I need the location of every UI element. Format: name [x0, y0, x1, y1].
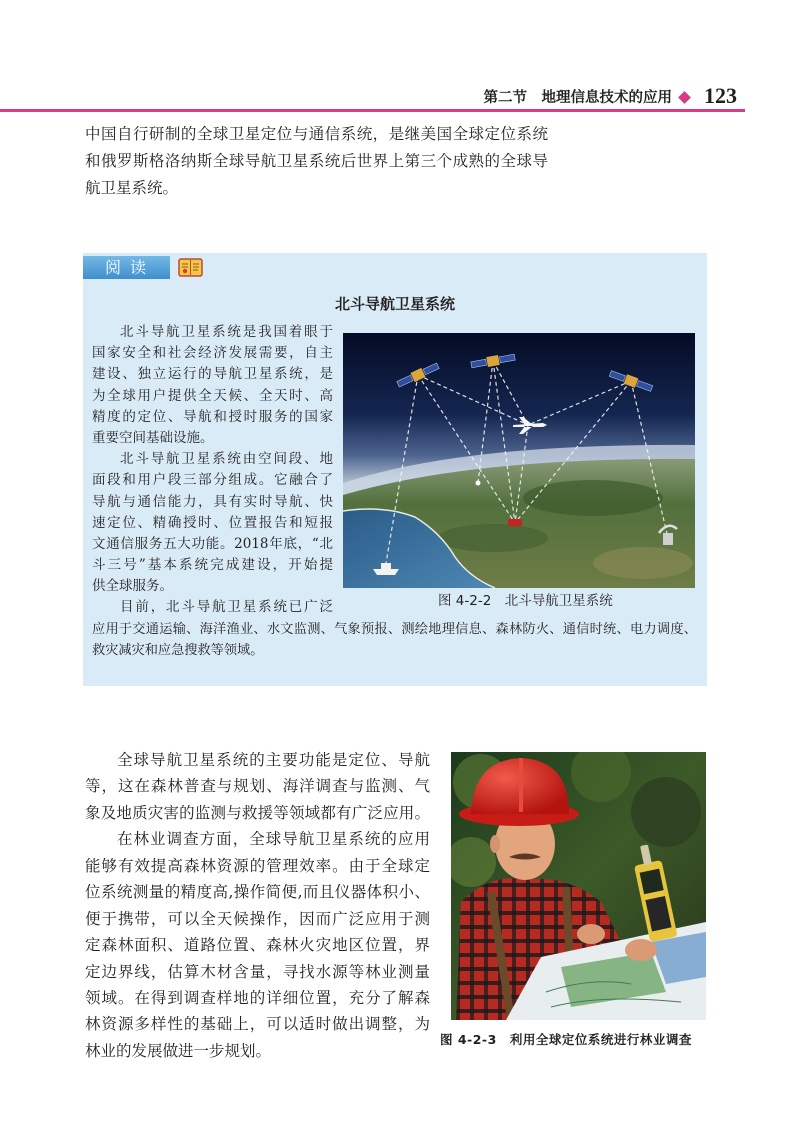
text-line: 定边界线，估算木材含量，寻找水源等林业测量	[85, 962, 430, 981]
left-hand	[577, 924, 605, 944]
text-line: 导航与通信能力，具有实时导航、快	[92, 493, 333, 510]
reading-box	[83, 253, 707, 686]
mountain-patch	[438, 524, 548, 552]
reading-title: 北斗导航卫星系统	[334, 295, 455, 313]
field-patch	[593, 547, 693, 579]
text-line: 北斗导航卫星系统由空间段、地	[120, 451, 333, 468]
text-line: 中国自行研制的全球卫星定位与通信系统，是继美国全球定位系统	[85, 125, 548, 143]
text-line: 目前，北斗导航卫星系统已广泛	[120, 599, 333, 616]
ground-receiver	[476, 481, 481, 486]
text-line: 在林业调查方面，全球导航卫星系统的应用	[117, 830, 430, 849]
text-line: 航卫星系统。	[85, 179, 179, 197]
text-line: 供全球服务。	[92, 578, 173, 595]
station-base	[663, 533, 673, 545]
mountain-patch	[523, 480, 663, 516]
body-paragraph	[85, 747, 430, 1064]
ear	[490, 835, 500, 853]
beidou-satellite-illustration	[343, 333, 695, 588]
book-icon	[178, 257, 203, 278]
figure-caption: 图 4-2-2 北斗导航卫星系统	[438, 593, 613, 609]
text-line: 国家安全和社会经济发展需要，自主	[92, 345, 333, 362]
text-line: 位系统测量的精度高,操作简便,而且仪器体积小、	[85, 883, 430, 902]
text-line: 林资源多样性的基础上，可以适时做出调整，为	[85, 1015, 430, 1034]
text-line: 便于携带，可以全天候操作，因而广泛应用于测	[85, 909, 430, 928]
text-line: 领域。在得到调查样地的详细位置，充分了解森	[85, 988, 430, 1007]
text-line: 定森林面积、道路位置、森林火灾地区位置，界	[85, 936, 430, 955]
text-line: 面段和用户段三部分组成。它融合了	[92, 472, 333, 489]
header-rule	[0, 109, 745, 112]
text-line: 为全球用户提供全天候、全天时、高	[92, 387, 333, 404]
reading-full-width-text	[92, 619, 697, 661]
text-line: 全球导航卫星系统的主要功能是定位、导航	[117, 751, 430, 769]
text-line: 速定位、精确授时、位置报告和短报	[92, 514, 333, 531]
text-line: 救灾减灾和应急搜救等领域。	[92, 643, 264, 659]
right-hand	[625, 939, 657, 961]
text-line: 能够有效提高森林资源的管理效率。由于全球定	[85, 856, 430, 875]
text-line: 建设、独立运行的导航卫星系统，是	[92, 366, 333, 383]
text-line: 文通信服务五大功能。2018年底，“北	[92, 535, 333, 552]
text-line: 林业的发展做进一步规划。	[85, 1041, 272, 1060]
section-header: 第二节 地理信息技术的应用	[483, 90, 672, 106]
vehicle-icon	[508, 519, 522, 526]
forestry-survey-photo	[451, 752, 706, 1020]
text-line: 象及地质灾害的监测与救援等领域都有广泛应用。	[85, 803, 430, 822]
reading-tab: 阅 读	[83, 256, 170, 279]
text-line: 等，这在森林普查与规划、海洋调查与监测、气	[85, 777, 430, 796]
text-line: 和俄罗斯格洛纳斯全球导航卫星系统后世界上第三个成熟的全球导	[85, 152, 548, 170]
page-number: 123	[704, 83, 737, 108]
text-line: 北斗导航卫星系统是我国着眼于	[120, 324, 333, 340]
text-line: 应用于交通运输、海洋渔业、水文监测、气象预报、测绘地理信息、森林防火、通信时统、电力调度、	[92, 622, 697, 637]
intro-paragraph	[85, 121, 548, 202]
book-seal	[183, 269, 187, 273]
figure-caption: 图 4-2-3 利用全球定位系统进行林业调查	[440, 1032, 692, 1047]
text-line: 重要空间基础设施。	[92, 429, 214, 446]
diamond-icon	[678, 91, 691, 104]
text-line: 斗三号”基本系统完成建设，开始提	[92, 557, 333, 574]
satellite-body	[486, 355, 500, 367]
text-line: 精度的定位、导航和授时服务的国家	[92, 408, 333, 425]
reading-column	[92, 322, 333, 619]
foliage	[631, 777, 701, 847]
